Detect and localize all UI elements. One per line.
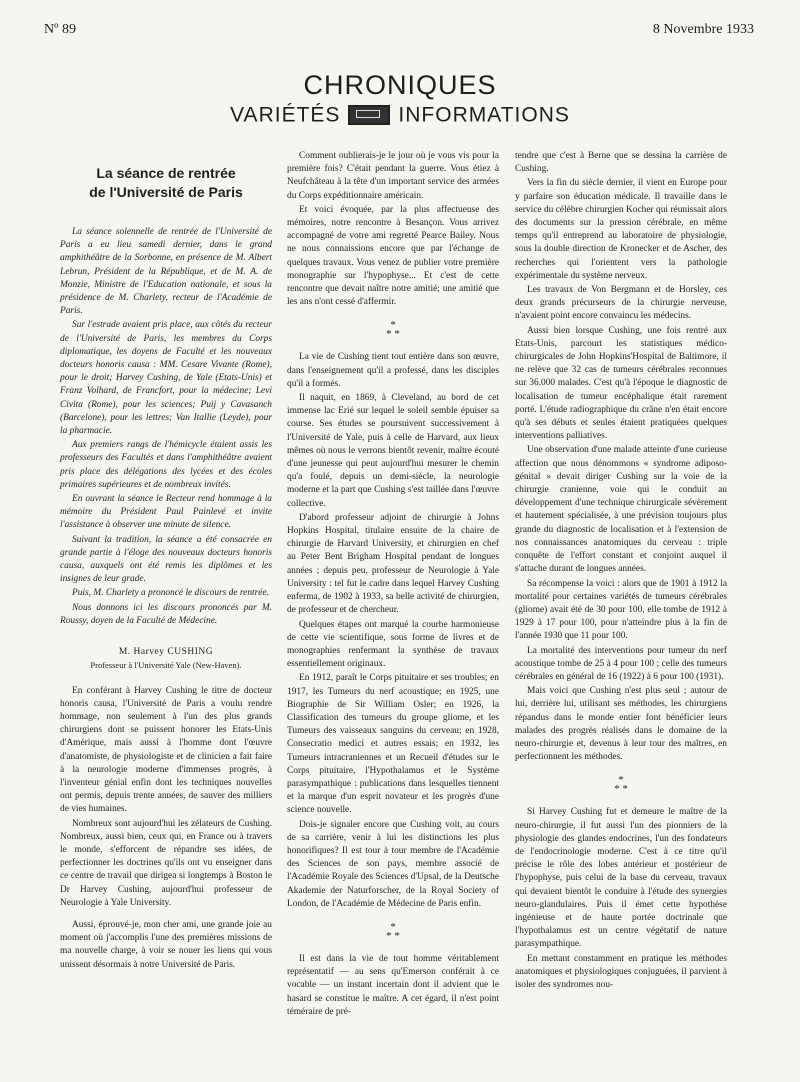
intro-paragraph: Nous donnons ici les discours prononcés par M. Roussy, doyen de la Faculté de Médecine. (60, 602, 272, 626)
body-paragraph: Il est dans la vie de tout homme véritablement représentatif — au sens qu'Emerson conférait à ce vocable — un instant incertain dont il advient que le hasard se constitue le maître. A cet égard, il n'est point téméraire de pré- (287, 953, 499, 1017)
masthead-right: INFORMATIONS (398, 103, 570, 127)
body-paragraph: En mettant constamment en pratique les méthodes anatomiques et physiologiques conjuguées, il parvient à isoler des syndromes nou- (515, 953, 727, 990)
intro-paragraph: Aux premiers rangs de l'hémicycle étaient assis les professeurs des Facultés et dans l'amphithéâtre avaient pris place des délégations des lycées et des écoles primaires supérieures et de nombreux invités. (60, 440, 272, 490)
body-paragraph: D'abord professeur adjoint de chirurgie à Johns Hopkins Hospital, titulaire ensuite de la chaire de chirurgie de Harvard University, et chirurgien en chef au Peter Bent Brigham Hospital pendant de longues années ; depuis peu, professeur de Neurologie à Yale University : tel fut le cadre dans lequel Harvey Cushing enferma, de 1902 à 1933, sa belle activité de chirurgien, de professeur et de chercheur. (287, 512, 499, 616)
intro-paragraph: La séance solennelle de rentrée de l'Université de Paris a eu lieu samedi dernier, dans le grand amphithéâtre de la Sorbonne, en présence de M. Albert Lebrun, Président de la République, et de M. A. de Monzie, Ministre de l'Education nationale, et sous la présidence de M. Charlety, recteur de l'Académie de Paris. (60, 227, 272, 317)
issue-number: Nº 89 (44, 22, 76, 37)
article-title (60, 164, 272, 202)
column-3 (515, 150, 727, 993)
section-separator: * * * (614, 774, 628, 796)
masthead-subtitle (0, 102, 800, 128)
article-title-line1: La séance de rentrée (96, 165, 236, 181)
masthead-title: CHRONIQUES (303, 70, 497, 100)
masthead (0, 70, 800, 128)
column-2 (287, 150, 499, 1020)
intro-paragraph: Suivant la tradition, la séance a été consacrée en grande partie à l'éloge des nouveaux docteurs honoris causa, auxquels ont été remis les diplômes et les insignes de leur grade. (60, 534, 272, 585)
body-paragraph: Dois-je signaler encore que Cushing voit, au cours de sa carrière, venir à lui les distinctions les plus honorifiques? Il est tour à tour membre de l'Académie des Sciences de son pays, membre associé de l'Académie Royale des Sciences d'Upsal, de la Deutsche Akademie der Naturforscher, de la Royal Society of London, de l'Académie de Médecine de Paris enfin. (287, 819, 499, 909)
article-intro (60, 226, 272, 628)
section-separator: * * * (386, 319, 400, 341)
section-separator: * * * (386, 920, 400, 942)
intro-paragraph: En ouvrant la séance le Recteur rend hommage à la mémoire du Président Paul Painlevé et invite l'assistance à observer une minute de silence. (60, 494, 272, 531)
body-paragraph: Comment oublierais-je le jour où je vous vis pour la première fois? C'était pendant la guerre. Vous étiez à Neufchâteau à la tête d'un important service des armées du Corps expéditionnaire américain. (287, 151, 499, 201)
body-paragraph: Si Harvey Cushing fut et demeure le maître de la neuro-chirurgie, il fut aussi l'un des pionniers de la physiologie des glandes endocrines, l'un des fondateurs de l'endocrinologie moderne. C'est à ce titre qu'il précise le rôle des lobes antérieur et postérieur de l'hypophyse, puis celui de la base du cerveau, travaux qui devaient bientôt le conduire à l'étude des synergies neuro-glandulaires. Puis il émet cette hypothèse ingénieuse et de haute portée doctrinale que l'hypothalamus est un centre végétatif de nature parasympathique. (515, 807, 727, 950)
body-paragraph: En conférant à Harvey Cushing le titre de docteur honoris causa, l'Université de Paris a voulu rendre hommage, non seulement à l'un des plus grands chirurgiens dont se puissent honorer les Etats-Unis d'Amérique, mais aussi à l'homme dont l'œuvre d'anatomiste, de physiologiste et de clinicien a fait faire à la neurologie moderne d'immenses progrès, à l'inventeur génial enfin dont les techniques nouvelles ont permis, depuis trente années, de sauver des milliers de vies humaines. (60, 685, 272, 815)
body-paragraph: Aussi bien lorsque Cushing, une fois rentré aux Etats-Unis, parcourt les statistiques médico-chirurgicales de John Hopkins'Hospital de Baltimore, il ne relève que 32 cas de tumeurs cérébrales reconnues sur 36.000 malades. C'est qu'à l'époque le diagnostic de localisation de tumeur encéphalique était rarement porté. L'étude radiographique du crâne n'en était encore qu'à ses débuts et seules étaient pratiquées quelques interventions palliatives. (515, 325, 727, 442)
issue-date: 8 Novembre 1933 (652, 22, 754, 37)
intro-paragraph: Puis, M. Charlety a prononcé le discours de rentrée. (72, 588, 269, 599)
body-paragraph: tendre que c'est à Berne que se dessina la carrière de Cushing. (515, 151, 727, 175)
body-paragraph: La mortalité des interventions pour tumeur du nerf acoustique tombe de 25 à 4 pour 100 ; celle des tumeurs cérébrales en général de 16 (1922) à 6 pour 100 (1931). (515, 645, 727, 682)
intro-paragraph: Sur l'estrade avaient pris place, aux côtés du recteur de l'Université de Paris, les membres du Corps diplomatique, les doyens de Faculté et les nouveaux docteurs honoris causa : MM. Cesare Vivante (Rome), pour le droit; Harvey Cushing, de Yale (Etats-Unis) et Franz Volhard, de Francfort, pour la médecine; Levi Civita (Rome), pour les sciences; Puij y Cavasanch (Barcelone), pour les lettres; Van Itallie (Leyde), pour la pharmacie. (60, 320, 272, 437)
body-paragraph: Et voici évoquée, par la plus affectueuse des mémoires, notre rencontre à Besançon. Vous arrivez accompagné de votre ami regretté Pearce Bailey. Nous ne nous connaissions encore que par l'échange de quelques travaux. Vous venez de publier votre première monographie sur l'hypophyse... Et c'est de cette rencontre que devait naître notre amitié; une amitié que les ans n'ont cessé d'affermir. (287, 204, 499, 308)
body-paragraph: Nombreux sont aujourd'hui les zélateurs de Cushing. Nombreux, aussi bien, ceux qui, en France ou à travers le monde, s'efforcent de répandre ses idées, de perfectionner les doctrines qu'ils ont vu enseigner dans ce centre de travail que dirigea si longtemps à Boston le Dr Harvey Cushing, aujourd'hui professeur de Neurologie à Yale University. (60, 818, 272, 908)
body-paragraph: Il naquit, en 1869, à Cleveland, au bord de cet immense lac Erié sur lequel le soleil semble épuiser sa course. Ses études se poursuivent successivement à l'Université de Yale, puis à celle de Harvard, aux lieux mêmes où nous le verrons bientôt revenir, maître écouté d'une jeunesse qui peut aujourd'hui mesurer le chemin qu'a foulé, depuis un demi-siècle, la neurologie moderne et la part que Cushing s'est taillée dans l'œuvre collective. (287, 393, 499, 509)
column-1 (60, 150, 272, 973)
body-paragraph: En 1912, paraît le Corps pituitaire et ses troubles; en 1917, les Tumeurs du nerf acoustique; en 1925, une Biographie de Sir William Osler; en 1926, la Classification des tumeurs du groupe gliome, et les Tumeurs des vaisseaux sanguins du cerveau; en 1928, Consecratio medici et autres essais; en 1932, les Tumeurs intracraniennes et un Recueil d'études sur le Corps pituitaire, l'Hypothalamus et le Système parasympathique : publications dans lesquelles tiennent et la marque d'un esprit novateur et les progrès d'une science nouvelle. (287, 673, 499, 816)
body-paragraph: Quelques étapes ont marqué la courbe harmonieuse de cette vie scientifique, sous forme de livres et de monographies renfermant la synthèse de travaux essentiellement originaux. (287, 619, 499, 670)
body-paragraph: Aussi, éprouvé-je, mon cher ami, une grande joie au moment où j'accomplis l'une des premières missions de ma nouvelle charge, à voir se nouer les liens qui vous unissent désormais à notre Université de Paris. (60, 919, 272, 970)
body-paragraph: Sa récompense la voici : alors que de 1901 à 1912 la mortalité pour certaines variétés de tumeurs cérébrales (gliome) avait été de 30 pour 100, elle tombe de 1912 à 1929 à 17 pour 100, pour n'atteindre plus à la fin de l'année 1930 que 11 pour 100. (515, 578, 727, 642)
body-paragraph: Une observation d'une malade atteinte d'une curieuse affection que nous dénommons « syndrome adiposo-génital » devait diriger Cushing sur la voie de la chirurgie cranienne, voie qui le conduit au développement d'une technique chirurgicale sévèrement et hautement spécialisée, à une prévision toujours plus grande du diagnostic de localisation et à l'extension de nos connaissances anatomiques du cerveau : triple conquête de l'effort constant et conjoint auquel il s'attache durant de longues années. (515, 445, 727, 575)
body-paragraph: Vers la fin du siècle dernier, il vient en Europe pour y parfaire son éducation médicale. Il travaille dans le service du célèbre chirurgien Kocher qui réunissait alors des documents sur la pression cérébrale, en même temps qu'il entreprend au laboratoire de physiologie, sous la double direction de Kronecker et de Ascher, des recherches qui l'orientent vers la pathologie expérimentale du système nerveux. (515, 178, 727, 281)
body-paragraph: La vie de Cushing tient tout entière dans son œuvre, dans l'enseignement qu'il a professé, dans les disciples qu'il a formés. (287, 352, 499, 389)
article-title-line2: de l'Université de Paris (89, 184, 243, 200)
emblem-icon (348, 105, 390, 125)
speech-subtitle: Professeur à l'Université Yale (New-Haven). (90, 660, 242, 671)
masthead-left: VARIÉTÉS (230, 103, 341, 127)
speech-title: M. Harvey CUSHING (118, 647, 214, 658)
body-paragraph: Mais voici que Cushing n'est plus seul ; autour de lui, derrière lui, utilisant ses méthodes, les chirurgiens répandus dans le monde entier font bénéficier leurs malades des progrès réalisés dans le domaine de la neuro-chirurgie et, devenus à leur tour des maîtres, en perfectionnent les méthodes. (515, 686, 727, 763)
body-paragraph: Les travaux de Von Bergmann et de Horsley, ces deux grands précurseurs de la chirurgie nerveuse, n'avaient point encore convaincu les médecins. (515, 285, 727, 322)
